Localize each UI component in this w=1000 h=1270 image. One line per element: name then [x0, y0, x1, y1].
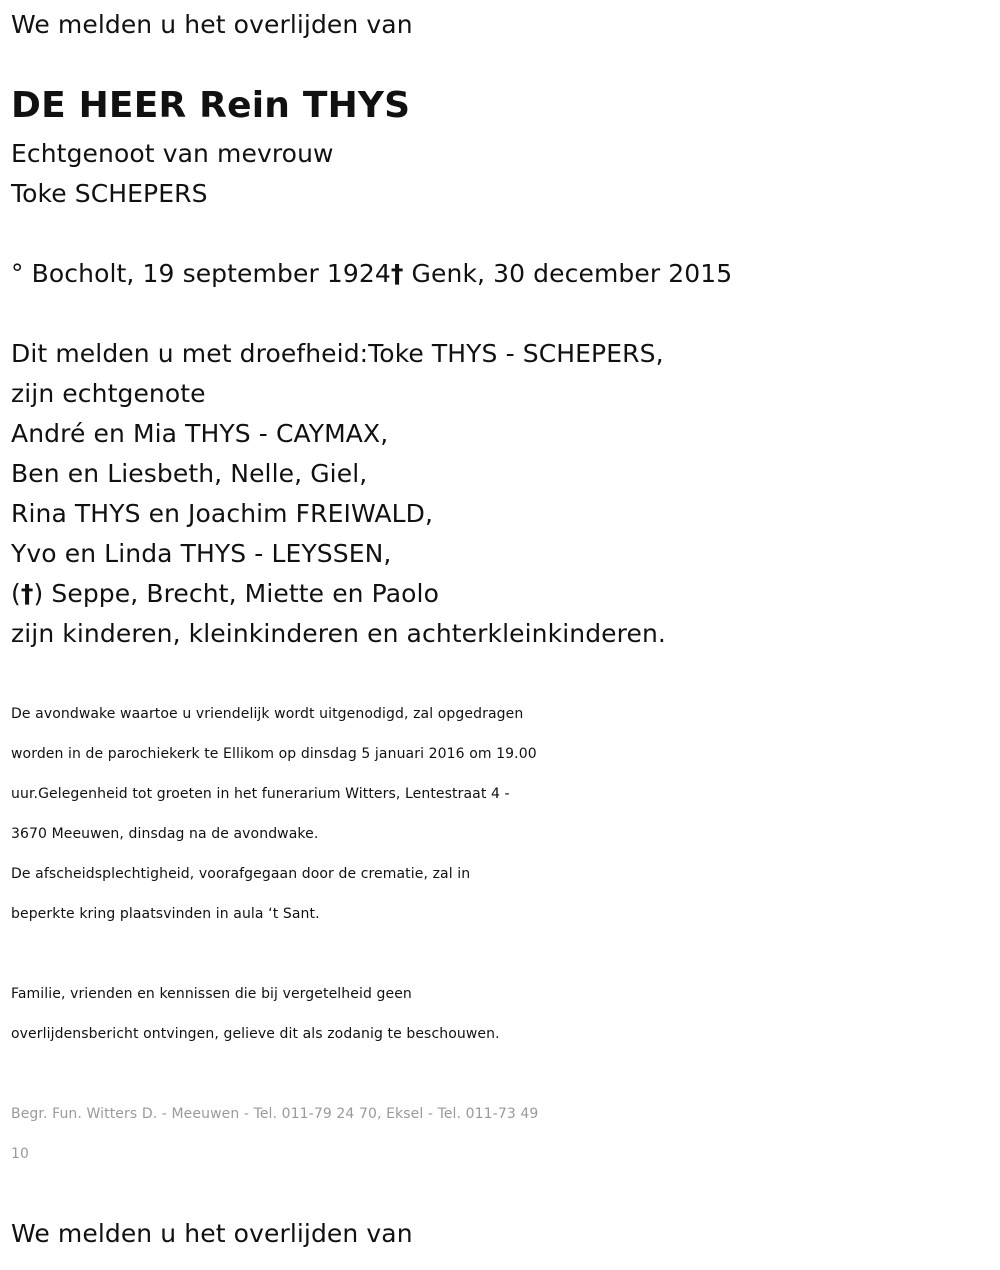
funeral-home-footer [11, 1094, 986, 1174]
family-line [11, 574, 666, 614]
cross-icon: † [20, 579, 34, 608]
family-line: zijn kinderen, kleinkinderen en achterkleinkinderen. [11, 619, 666, 648]
note-line: overlijdensbericht ontvingen, gelieve dit als zodanig te beschouwen. [11, 1026, 500, 1042]
footer-line: Begr. Fun. Witters D. - Meeuwen - Tel. 011-79 24 70, Eksel - Tel. 011-73 49 [11, 1106, 539, 1122]
spouse-block [11, 134, 334, 214]
spouse-name: Toke SCHEPERS [11, 179, 208, 208]
repeat-intro-text: We melden u het overlijden van [11, 1219, 413, 1248]
family-line: André en Mia THYS - CAYMAX, [11, 419, 389, 448]
family-line: Yvo en Linda THYS - LEYSSEN, [11, 539, 392, 568]
family-line: Rina THYS en Joachim FREIWALD, [11, 499, 434, 528]
footer-line: 10 [11, 1146, 30, 1162]
note-line: Familie, vrienden en kennissen die bij vergetelheid geen [11, 986, 412, 1002]
note-block [11, 974, 996, 1054]
wake-line: worden in de parochiekerk te Ellikom op dinsdag 5 januari 2016 om 19.00 [11, 746, 537, 762]
wake-line: uur.Gelegenheid tot groeten in het funerarium Witters, Lentestraat 4 - [11, 786, 510, 802]
family-line: zijn echtgenote [11, 379, 206, 408]
deceased-name: DE HEER Rein THYS [11, 85, 411, 126]
family-line: Dit melden u met droefheid:Toke THYS - SCHEPERS, [11, 339, 664, 368]
spouse-line: Echtgenoot van mevrouw [11, 139, 334, 168]
family-block [11, 334, 666, 654]
birth-text: ° Bocholt, 19 september 1924 [11, 259, 391, 288]
intro-text: We melden u het overlijden van [11, 10, 413, 39]
death-text: Genk, 30 december 2015 [403, 259, 733, 288]
dates-line [11, 254, 732, 294]
wake-line: beperkte kring plaatsvinden in aula ‘t Sant. [11, 906, 320, 922]
grandchildren-text: ) Seppe, Brecht, Miette en Paolo [33, 579, 439, 608]
wake-line: De afscheidsplechtigheid, voorafgegaan door de crematie, zal in [11, 866, 471, 882]
family-line: Ben en Liesbeth, Nelle, Giel, [11, 459, 368, 488]
wake-line: De avondwake waartoe u vriendelijk wordt uitgenodigd, zal opgedragen [11, 706, 524, 722]
cross-icon: † [390, 259, 404, 288]
wake-line: 3670 Meeuwen, dinsdag na de avondwake. [11, 826, 319, 842]
dates-block [11, 254, 732, 294]
wake-block [11, 694, 996, 934]
paren-open: ( [11, 579, 21, 608]
